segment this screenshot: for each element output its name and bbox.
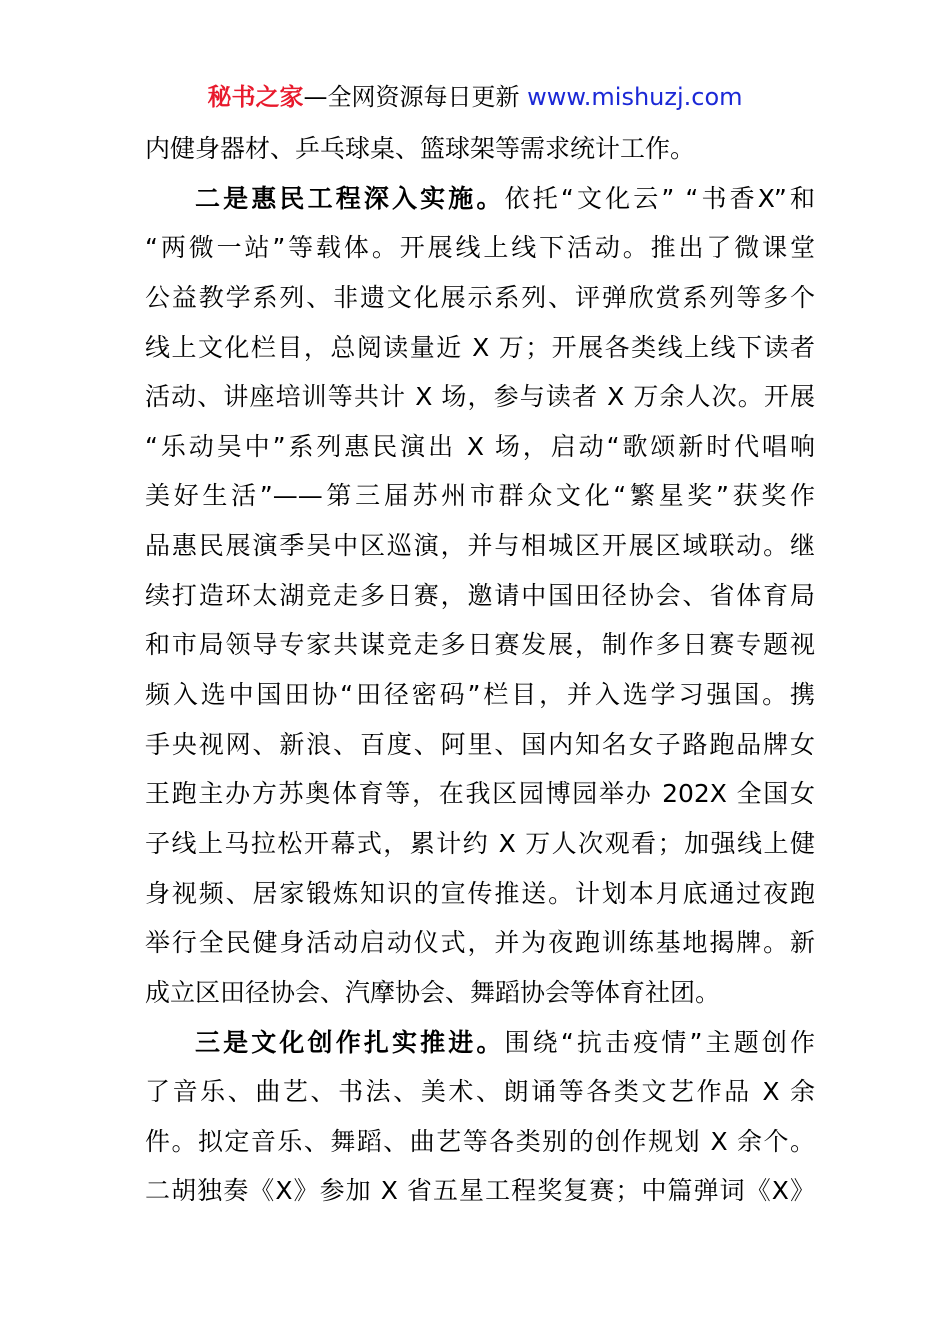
line-text: 成立区田径协会、汽摩协会、舞蹈协会等体育社团。 — [145, 977, 721, 1007]
line-text: “乐动吴中”系列惠民演出 X 场，启动“歌颂新时代唱响 — [145, 431, 815, 461]
line-text: 频入选中国田协“田径密码”栏目，并入选学习强国。携 — [145, 680, 815, 710]
line-text: 围绕“抗击疫情”主题创作 — [504, 1027, 815, 1057]
text-line — [145, 918, 815, 968]
paragraph-lead-line — [145, 1018, 815, 1068]
text-line — [145, 422, 815, 472]
line-text: 活动、讲座培训等共计 X 场，参与读者 X 万余人次。开展 — [145, 382, 815, 412]
text-line — [145, 1166, 815, 1216]
text-line — [145, 223, 815, 273]
site-header — [0, 80, 950, 114]
line-text: 内健身器材、乒乓球桌、篮球架等需求统计工作。 — [145, 134, 696, 163]
line-text: 依托“文化云” “书香X”和 — [504, 183, 815, 213]
line-text: 件。拟定音乐、舞蹈、曲艺等各类别的创作规划 X 余个。 — [145, 1126, 815, 1156]
header-tagline: —全网资源每日更新 — [303, 83, 528, 111]
line-text: 公益教学系列、非遗文化展示系列、评弹欣赏系列等多个 — [145, 282, 815, 312]
paragraph-heading: 二是惠民工程深入实施。 — [195, 183, 505, 213]
site-url-link[interactable]: www.mishuzj.com — [527, 83, 743, 111]
line-text: 身视频、居家锻炼知识的宣传推送。计划本月底通过夜跑 — [145, 878, 815, 908]
text-line — [145, 521, 815, 571]
text-line — [145, 968, 815, 1018]
line-text: 美好生活”——第三届苏州市群众文化“繁星奖”获奖作 — [145, 481, 815, 511]
line-text: 线上文化栏目，总阅读量近 X 万；开展各类线上线下读者 — [145, 332, 815, 362]
line-text: 手央视网、新浪、百度、阿里、国内知名女子路跑品牌女 — [145, 729, 815, 759]
text-line — [145, 869, 815, 919]
text-line — [145, 819, 815, 869]
text-line — [145, 571, 815, 621]
line-text: 续打造环太湖竞走多日赛，邀请中国田径协会、省体育局 — [145, 580, 815, 610]
text-line — [145, 471, 815, 521]
text-line — [145, 769, 815, 819]
line-text: 子线上马拉松开幕式，累计约 X 万人次观看；加强线上健 — [145, 828, 815, 858]
text-line — [145, 273, 815, 323]
line-text: 和市局领导专家共谋竞走多日赛发展，制作多日赛专题视 — [145, 630, 815, 660]
text-line — [145, 720, 815, 770]
text-line — [145, 372, 815, 422]
text-line — [145, 1117, 815, 1167]
line-text: 举行全民健身活动启动仪式，并为夜跑训练基地揭牌。新 — [145, 928, 815, 958]
text-line — [145, 323, 815, 373]
line-text: 了音乐、曲艺、书法、美术、朗诵等各类文艺作品 X 余 — [145, 1077, 815, 1107]
paragraph-heading: 三是文化创作扎实推进。 — [195, 1027, 505, 1057]
paragraph-lead-line — [145, 174, 815, 224]
document-body — [145, 124, 815, 1216]
line-text: “两微一站”等载体。开展线上线下活动。推出了微课堂 — [145, 233, 815, 263]
text-line — [145, 124, 815, 174]
text-line — [145, 1067, 815, 1117]
text-line — [145, 620, 815, 670]
text-line — [145, 670, 815, 720]
line-text: 二胡独奏《X》参加 X 省五星工程奖复赛；中篇弹词《X》 — [145, 1176, 815, 1206]
line-text: 王跑主办方苏奥体育等，在我区园博园举办 202X 全国女 — [145, 779, 815, 809]
brand-name: 秘书之家 — [207, 83, 304, 111]
line-text: 品惠民展演季吴中区巡演，并与相城区开展区域联动。继 — [145, 531, 815, 561]
